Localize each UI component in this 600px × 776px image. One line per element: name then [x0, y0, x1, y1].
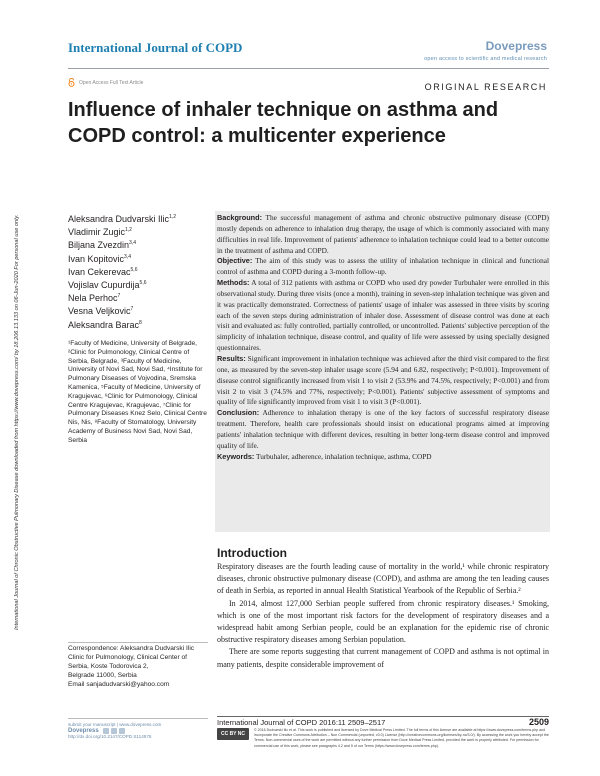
footer-journal-info: International Journal of COPD 2016:11 2509–2517: [217, 718, 386, 727]
abstract-paragraph: [217, 452, 549, 463]
abstract-paragraph: [217, 408, 549, 451]
introduction-body: [217, 561, 549, 671]
author-affiliation-marker: 8: [139, 319, 142, 326]
author-affiliation-marker: 5,6: [139, 280, 147, 287]
abstract-heading: Results:: [217, 353, 246, 363]
open-access-icon: [68, 78, 75, 87]
author-name-text: Vojislav Cupurdija: [68, 280, 140, 291]
abstract-heading: Methods:: [217, 278, 250, 288]
author-name-text: Vesna Veljkovic: [68, 306, 131, 317]
author-name-text: Aleksandra Dudvarski Ilic: [68, 214, 170, 224]
side-download-note: International Journal of Chronic Obstructive Pulmonary Disease downloaded from https://www.dovepress.com/ by 18.206.13.133 on 06-Jun-2020 For personal use only.: [14, 214, 20, 630]
author-affiliation-marker: 1,2: [169, 214, 176, 220]
author-name: [68, 305, 208, 318]
abstract-text: Significant improvement in inhalation technique was achieved after the third visit compared to the first one, as measured by the seven-step inhaler usage score (5.94 and 6.82, respectively; P<0.001). Improvement of disease control significantly increased from visit 1 to visit 2 (53.9% and 74.5%, respectively; P<0.001) and from visit 2 to visit 3 (74.5% and 77%, respectively; P<0.001). Patients' subjective assessment of symptoms and quality of life significantly improved from visit 1 to visit 3 (P<0.001).: [217, 353, 549, 407]
paragraph: In 2014, almost 127,000 Serbian people suffered from chronic respiratory diseases.¹ Smoking, which is one of the most important risk factors for the development of respiratory diseases and a widespread habit among Serbian people, could be an explanation for the epidemic rise of chronic obstructive respiratory diseases among Serbian population.: [217, 598, 549, 645]
author-name: [68, 253, 208, 266]
abstract-text: Turbuhaler, adherence, inhalation technique, asthma, COPD: [254, 451, 432, 461]
abstract-text: The successful management of asthma and chronic obstructive pulmonary disease (COPD) mostly depends on adherence to inhalation drug therapy, the usage of which is commonly associated with many difficulties in real life. Improvement of patients' adherence to inhalation technique could lead to a better outcome in the treatment of asthma and COPD.: [217, 213, 549, 255]
header-rule: [68, 68, 549, 69]
author-name: [68, 279, 208, 292]
abstract-heading: Objective:: [217, 256, 253, 266]
paragraph: There are some reports suggesting that current management of COPD and asthma is not optimal in many patients, despite considerable improvement of: [217, 647, 549, 669]
author-list: [68, 213, 208, 332]
doi-link[interactable]: http://dx.doi.org/10.2147/COPD.S114576: [68, 734, 152, 740]
publisher-tagline: open access to scientific and medical research: [424, 56, 547, 62]
linkedin-icon[interactable]: [119, 728, 125, 734]
open-access-label: [68, 78, 143, 87]
footer-rule: [217, 716, 549, 717]
author-affiliation-marker: 3,4: [129, 240, 136, 247]
abstract-paragraph: [217, 354, 549, 408]
affiliations: ¹Faculty of Medicine, University of Belgrade, ²Clinic for Pulmonology, Clinical Centre of Serbia, Belgrade, ³Faculty of Medicine, University of Novi Sad, Novi Sad, ⁴Institute for Pulmonary Diseases of Vojvodina, Sremska Kamenica, ⁵Faculty of Medicine, University of Kragujevac, ⁶Clinic for Pulmonology, Clinical Centre Kragujevac, Kragujevac, ⁷Clinic for Pulmonary Diseases Knez Selo, Clinical Centre Nis, Nis, ⁸Faculty of Stomatology, University Academy of Business Novi Sad, Novi Sad, Serbia: [68, 340, 207, 444]
twitter-icon[interactable]: [111, 728, 117, 734]
author-name: [68, 213, 208, 226]
submit-manuscript-link[interactable]: submit your manuscript | www.dovepress.com: [68, 722, 162, 727]
author-name-text: Ivan Kopitovic: [68, 253, 125, 264]
correspondence-line: Belgrade 11000, Serbia: [68, 671, 137, 679]
correspondence-rule: [68, 642, 208, 643]
article-title: Influence of inhaler technique on asthma and COPD control: a multicenter experience: [68, 99, 499, 147]
author-name-text: Ivan Cekerevac: [68, 266, 131, 277]
author-name-text: Vladimir Zugic: [68, 227, 126, 238]
facebook-icon[interactable]: [103, 728, 109, 734]
cc-license-badge[interactable]: CC BY NC: [217, 728, 249, 740]
abstract: [217, 213, 549, 462]
abstract-paragraph: [217, 256, 549, 278]
license-text: © 2016 Dudvarski Ilic et al. This work is published and licensed by Dove Medical Press Limited. The full terms of this license are available at https://www.dovepress.com/terms.php and incorporate the Creative Commons Attribution – Non Commercial (unported, v3.0) License (http://creativecommons.org/licenses/by-nc/3.0/). By accessing the work you hereby accept the Terms. Non-commercial uses of the work are permitted without any further permission from Dove Medical Press Limited, provided the work is properly attributed. For permission for commercial use of this work, please see paragraphs 4.2 and 5 of our Terms (https://www.dovepress.com/terms.php).: [254, 728, 549, 748]
author-name: [68, 266, 208, 279]
author-affiliation-marker: 3,4: [124, 253, 131, 260]
left-footer-rule: [68, 718, 208, 719]
left-footer-publisher[interactable]: Dovepress: [68, 728, 99, 735]
abstract-heading: Background:: [217, 213, 262, 222]
journal-name: International Journal of COPD: [68, 40, 243, 55]
author-affiliation-marker: 7: [117, 293, 121, 300]
open-access-text: Open Access Full Text Article: [79, 79, 144, 86]
abstract-text: Adherence to inhalation therapy is one of the key factors of successful respiratory disease treatment. Therefore, health care professionals should insist on educational programs aimed at improving patients' inhalation technique with different devices, resulting in better long-term disease control and improved quality of life.: [217, 408, 549, 450]
abstract-heading: Keywords:: [217, 451, 255, 461]
author-affiliation-marker: 7: [130, 306, 134, 313]
section-label: ORIGINAL RESEARCH: [424, 82, 547, 92]
abstract-heading: Conclusion:: [217, 408, 260, 418]
correspondence: [68, 645, 208, 690]
abstract-text: A total of 312 patients with asthma or COPD who used dry powder Turbuhaler were enrolled in this observational study. During three visits (once a month), training in seven-step inhalation technique was given and it was practically demonstrated. Correctness of patients' usage of inhaler was assessed in three visits by scoring each of the seven steps during administration of inhaler dose. Assessment of disease control was done at each visit and evaluated as: fully controlled, partially controlled, or uncontrolled. Patients' subjective perception of the simplicity of inhalation technique, disease control, and quality of life were assessed by using specially designed questionnaires.: [217, 278, 549, 353]
left-footer: [68, 722, 208, 740]
author-name-text: Nela Perhoc: [68, 293, 118, 304]
author-affiliation-marker: 5,6: [130, 266, 138, 273]
social-share-icons[interactable]: [103, 728, 125, 734]
abstract-paragraph: [217, 213, 549, 256]
correspondence-email[interactable]: Email sanjadudvarski@yahoo.com: [68, 680, 170, 688]
paragraph: Respiratory diseases are the fourth leading cause of mortality in the world,¹ while chronic respiratory diseases, chronic obstructive pulmonary disease (COPD), and asthma are among the ten leading causes of death in Serbia, as reported in annual Health Statistical Yearbook of the Republic of Serbia.²: [217, 562, 549, 596]
author-name: [68, 319, 208, 332]
author-name: [68, 226, 208, 239]
introduction-heading: Introduction: [217, 546, 287, 560]
abstract-paragraph: [217, 278, 549, 354]
page-number: 2509: [528, 717, 549, 727]
author-name-text: Aleksandra Barac: [68, 319, 140, 330]
license-block: [217, 728, 549, 749]
abstract-text: The aim of this study was to assess the utility of inhalation technique in clinical and functional control of asthma and COPD during a 3-month follow-up.: [217, 256, 549, 277]
author-name-text: Biljana Zvezdin: [68, 240, 130, 251]
correspondence-heading: Correspondence: Aleksandra Dudvarski Ilic: [68, 645, 195, 652]
publisher-logo[interactable]: Dovepress: [485, 39, 547, 53]
correspondence-line: Clinic for Pulmonology, Clinical Center of Serbia, Koste Todorovica 2,: [68, 653, 187, 670]
author-name: [68, 292, 208, 305]
author-affiliation-marker: 1,2: [125, 227, 132, 234]
author-name: [68, 239, 208, 252]
